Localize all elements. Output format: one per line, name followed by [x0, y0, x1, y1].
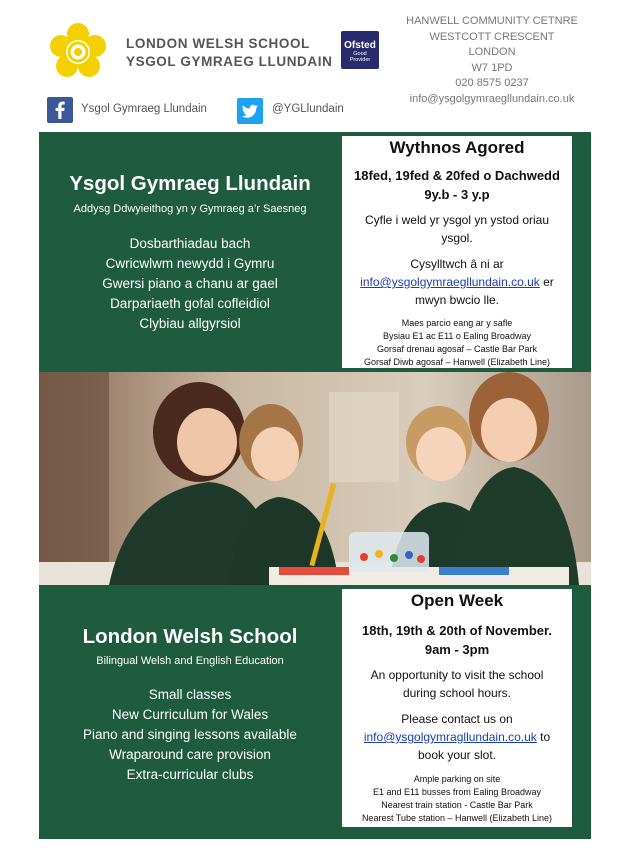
box-contact-line: Please contact us on: [401, 712, 513, 726]
transport-item: Bysiau E1 ac E11 o Ealing Broadway: [383, 331, 531, 341]
ofsted-rating: Good: [353, 51, 367, 57]
box-intro-line: during school hours.: [402, 686, 512, 700]
transport-item: E1 and E11 busses from Ealing Broadway: [373, 787, 541, 797]
address-email[interactable]: info@ysgolgymraegllundain.co.uk: [409, 92, 575, 105]
welsh-title: Ysgol Gymraeg Llundain: [69, 172, 311, 195]
box-contact-suffix: er: [539, 275, 554, 289]
children-photo: [39, 372, 591, 585]
english-subtitle: Bilingual Welsh and English Education: [96, 655, 284, 667]
classroom-photo-illustration: [39, 372, 591, 585]
school-name-english: LONDON WELSH SCHOOL: [126, 36, 310, 51]
ofsted-word: Ofsted: [344, 40, 376, 51]
feature-item: New Curriculum for Wales: [111, 707, 269, 722]
feature-item: Cwricwlwm newydd i Gymru: [105, 256, 275, 271]
school-name: [126, 35, 332, 71]
welsh-subtitle: Addysg Ddwyieithog yn y Gymraeg a’r Saesneg: [73, 203, 307, 215]
box-dates: 18fed, 19fed & 20fed o Dachwedd: [354, 168, 560, 183]
box-heading: Open Week: [410, 591, 504, 610]
box-transport-list: [342, 317, 572, 369]
transport-item: Maes parcio eang ar y safle: [401, 318, 513, 328]
box-intro-line: Cyfle i weld yr ysgol yn ystod oriau: [364, 213, 550, 227]
address-postcode: W7 1PD: [471, 61, 513, 74]
feature-item: Gwersi piano a chanu ar gael: [102, 276, 278, 291]
transport-item: Gorsaf drenau agosaf – Castle Bar Park: [376, 344, 538, 354]
box-contact: [342, 710, 572, 764]
transport-item: Nearest Tube station – Hanwell (Elizabeth Line): [361, 813, 553, 823]
daffodil-logo-icon: [48, 22, 108, 82]
contact-email-link[interactable]: info@ysgolgymraegllundain.co.uk: [360, 275, 540, 289]
transport-item: Ample parking on site: [413, 774, 501, 784]
feature-item: Wraparound care provision: [109, 747, 271, 762]
ofsted-badge: [341, 31, 379, 69]
box-intro-line: An opportunity to visit the school: [370, 668, 544, 682]
welsh-features-list: [40, 234, 340, 334]
feature-item: Clybiau allgyrsiol: [139, 316, 241, 331]
box-times: 9y.b - 3 y.p: [424, 187, 490, 202]
box-contact-line: Cysylltwch â ni ar: [410, 257, 504, 271]
transport-item: Nearest train station - Castle Bar Park: [381, 800, 533, 810]
box-contact: [342, 255, 572, 309]
school-logo: [48, 22, 108, 82]
english-open-week-box: [342, 589, 572, 827]
english-features-list: [40, 685, 340, 785]
feature-item: Extra-curricular clubs: [126, 767, 254, 782]
address-line: LONDON: [468, 46, 516, 59]
box-contact-suffix: to: [536, 730, 551, 744]
feature-item: Piano and singing lessons available: [83, 727, 297, 742]
facebook-handle[interactable]: Ysgol Gymraeg Llundain: [81, 103, 207, 115]
transport-item: Gorsaf Diwb agosaf – Hanwell (Elizabeth Line): [363, 357, 551, 367]
address-line: WESTCOTT CRESCENT: [429, 30, 555, 43]
school-name-welsh: YSGOL GYMRAEG LLUNDAIN: [126, 54, 333, 69]
english-title: London Welsh School: [82, 625, 298, 648]
feature-item: Small classes: [148, 687, 232, 702]
welsh-open-week-box: [342, 136, 572, 368]
box-dates: 18th, 19th & 20th of November.: [362, 623, 552, 638]
box-times: 9am - 3pm: [424, 642, 490, 657]
feature-item: Dosbarthiadau bach: [129, 236, 251, 251]
box-contact-line: mwyn bwcio lle.: [414, 293, 500, 307]
contact-email-link[interactable]: info@ysgolgymragllundain.co.uk: [363, 730, 537, 744]
facebook-icon[interactable]: [47, 97, 73, 123]
box-intro-line: ysgol.: [441, 231, 473, 245]
address-phone[interactable]: 020 8575 0237: [455, 77, 529, 90]
twitter-handle[interactable]: @YGLlundain: [272, 103, 344, 115]
box-contact-line: [342, 273, 572, 291]
address-line: HANWELL COMMUNITY CETNRE: [406, 15, 578, 27]
ofsted-provider: Provider: [349, 57, 371, 63]
address-block: [392, 14, 592, 108]
box-transport-list: [342, 773, 572, 825]
box-heading: Wythnos Agored: [389, 138, 525, 157]
box-intro: [342, 211, 572, 247]
box-contact-line: [342, 728, 572, 746]
twitter-icon[interactable]: [237, 98, 263, 124]
feature-item: Darpariaeth gofal cofleidiol: [110, 296, 270, 311]
box-intro: [342, 666, 572, 702]
box-contact-line: book your slot.: [417, 748, 497, 762]
